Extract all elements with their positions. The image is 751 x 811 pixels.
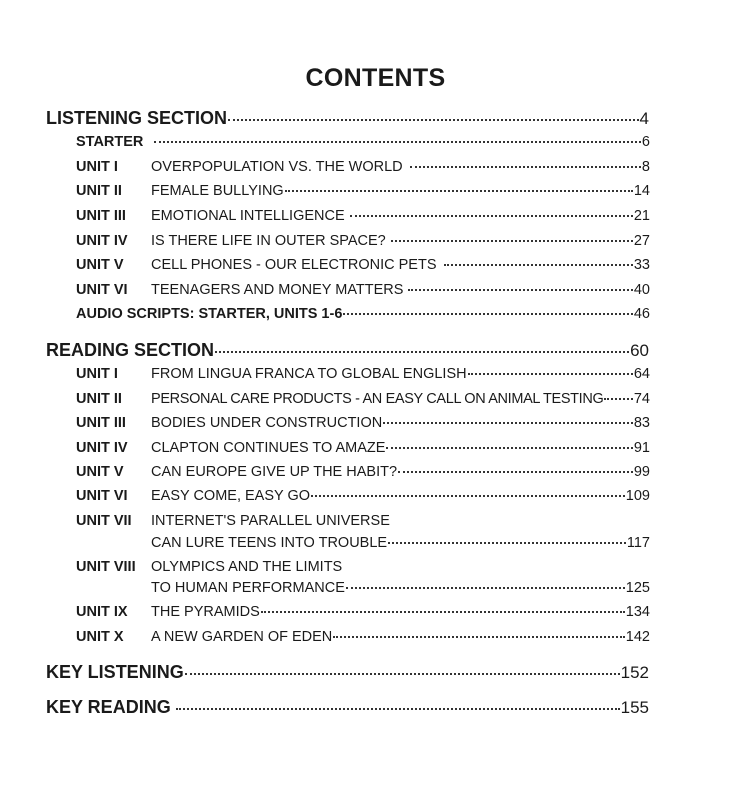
unit-label: UNIT VI xyxy=(76,488,128,504)
dot-leader xyxy=(391,240,633,242)
entry-title: THE PYRAMIDS xyxy=(151,604,260,620)
entry-title: TO HUMAN PERFORMANCE xyxy=(151,580,345,596)
dot-leader xyxy=(333,636,625,638)
unit-label: UNIT III xyxy=(76,415,126,431)
page-number: 125 xyxy=(625,580,650,596)
dot-leader xyxy=(261,611,625,613)
entry-title: CELL PHONES - OUR ELECTRONIC PETS xyxy=(151,257,437,273)
dot-leader xyxy=(176,708,620,710)
page-number: 134 xyxy=(625,604,650,620)
entry-title-line1: INTERNET'S PARALLEL UNIVERSE xyxy=(151,513,390,529)
toc-entry xyxy=(76,391,650,415)
entry-label: AUDIO SCRIPTS: STARTER, UNITS 1-6 xyxy=(76,306,343,322)
page-number: 33 xyxy=(633,257,650,273)
dot-leader xyxy=(410,166,641,168)
page-number: 83 xyxy=(633,415,650,431)
toc-entry xyxy=(76,440,650,464)
dot-leader xyxy=(228,119,639,121)
page-number: 64 xyxy=(633,366,650,382)
page-number: 8 xyxy=(641,159,650,175)
entry-title: OVERPOPULATION VS. THE WORLD xyxy=(151,159,403,175)
dot-leader xyxy=(285,190,633,192)
page-title: CONTENTS xyxy=(305,64,446,92)
entry-title: CLAPTON CONTINUES TO AMAZE xyxy=(151,440,386,456)
entry-title-line1: OLYMPICS AND THE LIMITS xyxy=(151,559,343,575)
toc-entry xyxy=(76,488,650,512)
entry-title: EMOTIONAL INTELLIGENCE xyxy=(151,208,345,224)
toc-entry xyxy=(151,535,650,559)
entry-title: A NEW GARDEN OF EDEN xyxy=(151,629,333,645)
toc-entry xyxy=(151,580,650,604)
toc-entry xyxy=(76,282,650,306)
section-heading: READING SECTION xyxy=(46,340,215,360)
unit-label: UNIT X xyxy=(76,629,124,645)
entry-title: EASY COME, EASY GO xyxy=(151,488,311,504)
unit-label: UNIT VI xyxy=(76,282,128,298)
entry-title: BODIES UNDER CONSTRUCTION xyxy=(151,415,383,431)
toc-section-key-reading xyxy=(46,697,649,721)
entry-title: IS THERE LIFE IN OUTER SPACE? xyxy=(151,233,386,249)
dot-leader xyxy=(388,542,626,544)
unit-label: UNIT I xyxy=(76,366,118,382)
toc-entry xyxy=(76,183,650,207)
unit-label: UNIT I xyxy=(76,159,118,175)
toc-entry xyxy=(76,366,650,390)
section-heading: LISTENING SECTION xyxy=(46,108,228,128)
page-number: 155 xyxy=(620,698,649,717)
toc-entry xyxy=(76,629,650,653)
unit-label: UNIT III xyxy=(76,208,126,224)
dot-leader xyxy=(444,264,633,266)
entry-title: CAN LURE TEENS INTO TROUBLE xyxy=(151,535,388,551)
page-number: 91 xyxy=(633,440,650,456)
section-heading: KEY LISTENING xyxy=(46,662,184,682)
dot-leader xyxy=(604,398,632,400)
dot-leader xyxy=(346,587,625,589)
toc-entry xyxy=(76,257,650,281)
toc-entry xyxy=(76,208,650,232)
page-number: 109 xyxy=(625,488,650,504)
unit-label: UNIT IV xyxy=(76,440,128,456)
unit-label: UNIT IV xyxy=(76,233,128,249)
toc-entry-starter xyxy=(76,134,650,158)
toc-section-listening xyxy=(46,108,649,132)
page-number: 142 xyxy=(625,629,650,645)
page-number: 21 xyxy=(633,208,650,224)
toc-entry-line1 xyxy=(76,513,390,537)
page-number: 6 xyxy=(641,134,650,150)
unit-label: UNIT II xyxy=(76,183,122,199)
toc-entry xyxy=(76,464,650,488)
unit-label: UNIT IX xyxy=(76,604,128,620)
dot-leader xyxy=(408,289,632,291)
entry-title: TEENAGERS AND MONEY MATTERS xyxy=(151,282,404,298)
page-number: 60 xyxy=(630,341,649,360)
page-number: 14 xyxy=(633,183,650,199)
page-number: 40 xyxy=(633,282,650,298)
dot-leader xyxy=(386,447,632,449)
unit-label: UNIT II xyxy=(76,391,122,407)
toc-entry-audio-scripts xyxy=(76,306,650,330)
dot-leader xyxy=(311,495,625,497)
dot-leader xyxy=(398,471,633,473)
entry-title: FROM LINGUA FRANCA TO GLOBAL ENGLISH xyxy=(151,366,467,382)
dot-leader xyxy=(383,422,633,424)
unit-label: UNIT V xyxy=(76,464,124,480)
unit-label: UNIT VII xyxy=(76,513,132,529)
page-number: 74 xyxy=(633,391,650,407)
toc-entry xyxy=(76,604,650,628)
unit-label: UNIT V xyxy=(76,257,124,273)
unit-label: UNIT VIII xyxy=(76,559,136,575)
page-number: 99 xyxy=(633,464,650,480)
dot-leader xyxy=(185,673,620,675)
dot-leader xyxy=(343,313,632,315)
dot-leader xyxy=(350,215,633,217)
toc-section-key-listening xyxy=(46,662,649,686)
entry-title: CAN EUROPE GIVE UP THE HABIT? xyxy=(151,464,398,480)
entry-title: FEMALE BULLYING xyxy=(151,183,284,199)
page-number: 27 xyxy=(633,233,650,249)
dot-leader xyxy=(215,351,629,353)
dot-leader xyxy=(468,373,633,375)
toc-entry xyxy=(76,159,650,183)
dot-leader xyxy=(154,141,641,143)
toc-entry xyxy=(76,233,650,257)
page-number: 152 xyxy=(620,663,649,682)
entry-label: STARTER xyxy=(76,134,144,150)
entry-title: PERSONAL CARE PRODUCTS - AN EASY CALL ON ANIMAL TESTING xyxy=(151,391,604,407)
toc-section-reading xyxy=(46,340,649,364)
page-number: 46 xyxy=(633,306,650,322)
page-number: 117 xyxy=(626,535,650,551)
toc-entry xyxy=(76,415,650,439)
section-heading: KEY READING xyxy=(46,697,171,717)
page-number: 4 xyxy=(639,109,649,128)
